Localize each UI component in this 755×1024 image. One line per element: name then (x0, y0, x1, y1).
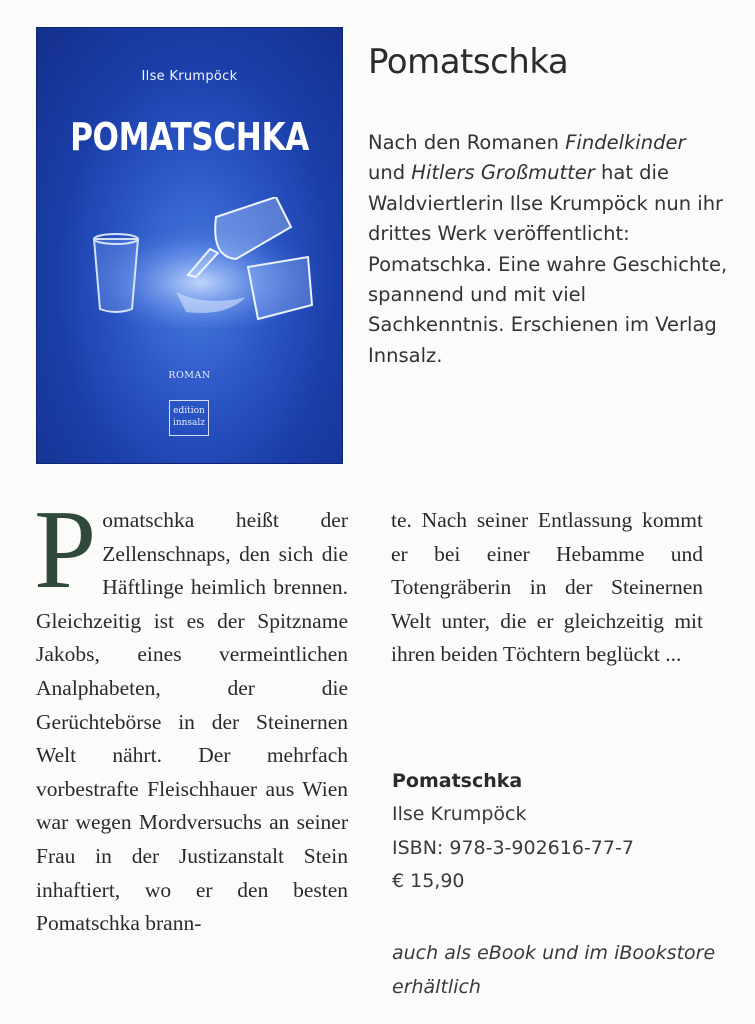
intro-book-title-1: Findelkinder (565, 131, 686, 154)
cover-illustration (76, 197, 316, 327)
cover-author: Ilse Krumpöck (141, 69, 238, 84)
intro-paragraph (368, 128, 728, 371)
intro-text-3: hat die Waldviertlerin Ilse Krumpöck nun ihr drittes Werk veröffentlicht: Pomatschka. Eine wahre Geschichte, spannend und mit viel Sachkenntnis. Erschienen im Verlag Innsalz. (368, 161, 728, 367)
intro-book-title-2: Hitlers Großmutter (411, 161, 595, 185)
body-column-right: te. Nach seiner Entlassung kommt er bei einer Hebamme und Totengräberin in der Steinernen Welt unter, die er gleichzeitig mit ihren beiden Töchtern beglückt ... (391, 508, 703, 667)
publisher-logo-line2: innsalz (172, 418, 206, 428)
glass-right (248, 257, 312, 319)
body-text-left: omatschka heißt der Zellenschnaps, den sich die Häftlinge heimlich brennen. Gleichzeitig ist es der Spitzname Jakobs, eines vermeintlichen Analphabeten, der die Gerüchtebörse in der Steinernen Welt nährt. Der mehrfach vorbestrafte Fleischhauer aus Wien war wegen Mordversuchs an seiner Frau in der Justizanstalt Stein inhaftiert, wo er den besten Pomatschka brann- (36, 508, 348, 936)
body-column-left (34, 488, 348, 941)
publisher-logo (169, 400, 209, 436)
intro-text-1: Nach den Romanen (368, 131, 566, 154)
factbox-isbn: ISBN: 978-3-902616-77-7 (392, 837, 634, 859)
publisher-logo-line1: edition (173, 406, 205, 416)
ebook-note: auch als eBook und im iBookstore erhältlich (392, 942, 716, 998)
factbox-price: € 15,90 (392, 870, 465, 892)
glass-left (94, 234, 138, 312)
book-cover (36, 27, 343, 464)
drop-cap: P (34, 488, 97, 612)
headline: Pomatschka (368, 42, 569, 82)
intro-text-2: und (368, 161, 412, 185)
factbox-author: Ilse Krumpöck (392, 803, 527, 825)
cover-title: POMATSCHKA (70, 115, 309, 159)
cover-genre: ROMAN (168, 370, 211, 381)
factbox-title: Pomatschka (392, 770, 523, 792)
